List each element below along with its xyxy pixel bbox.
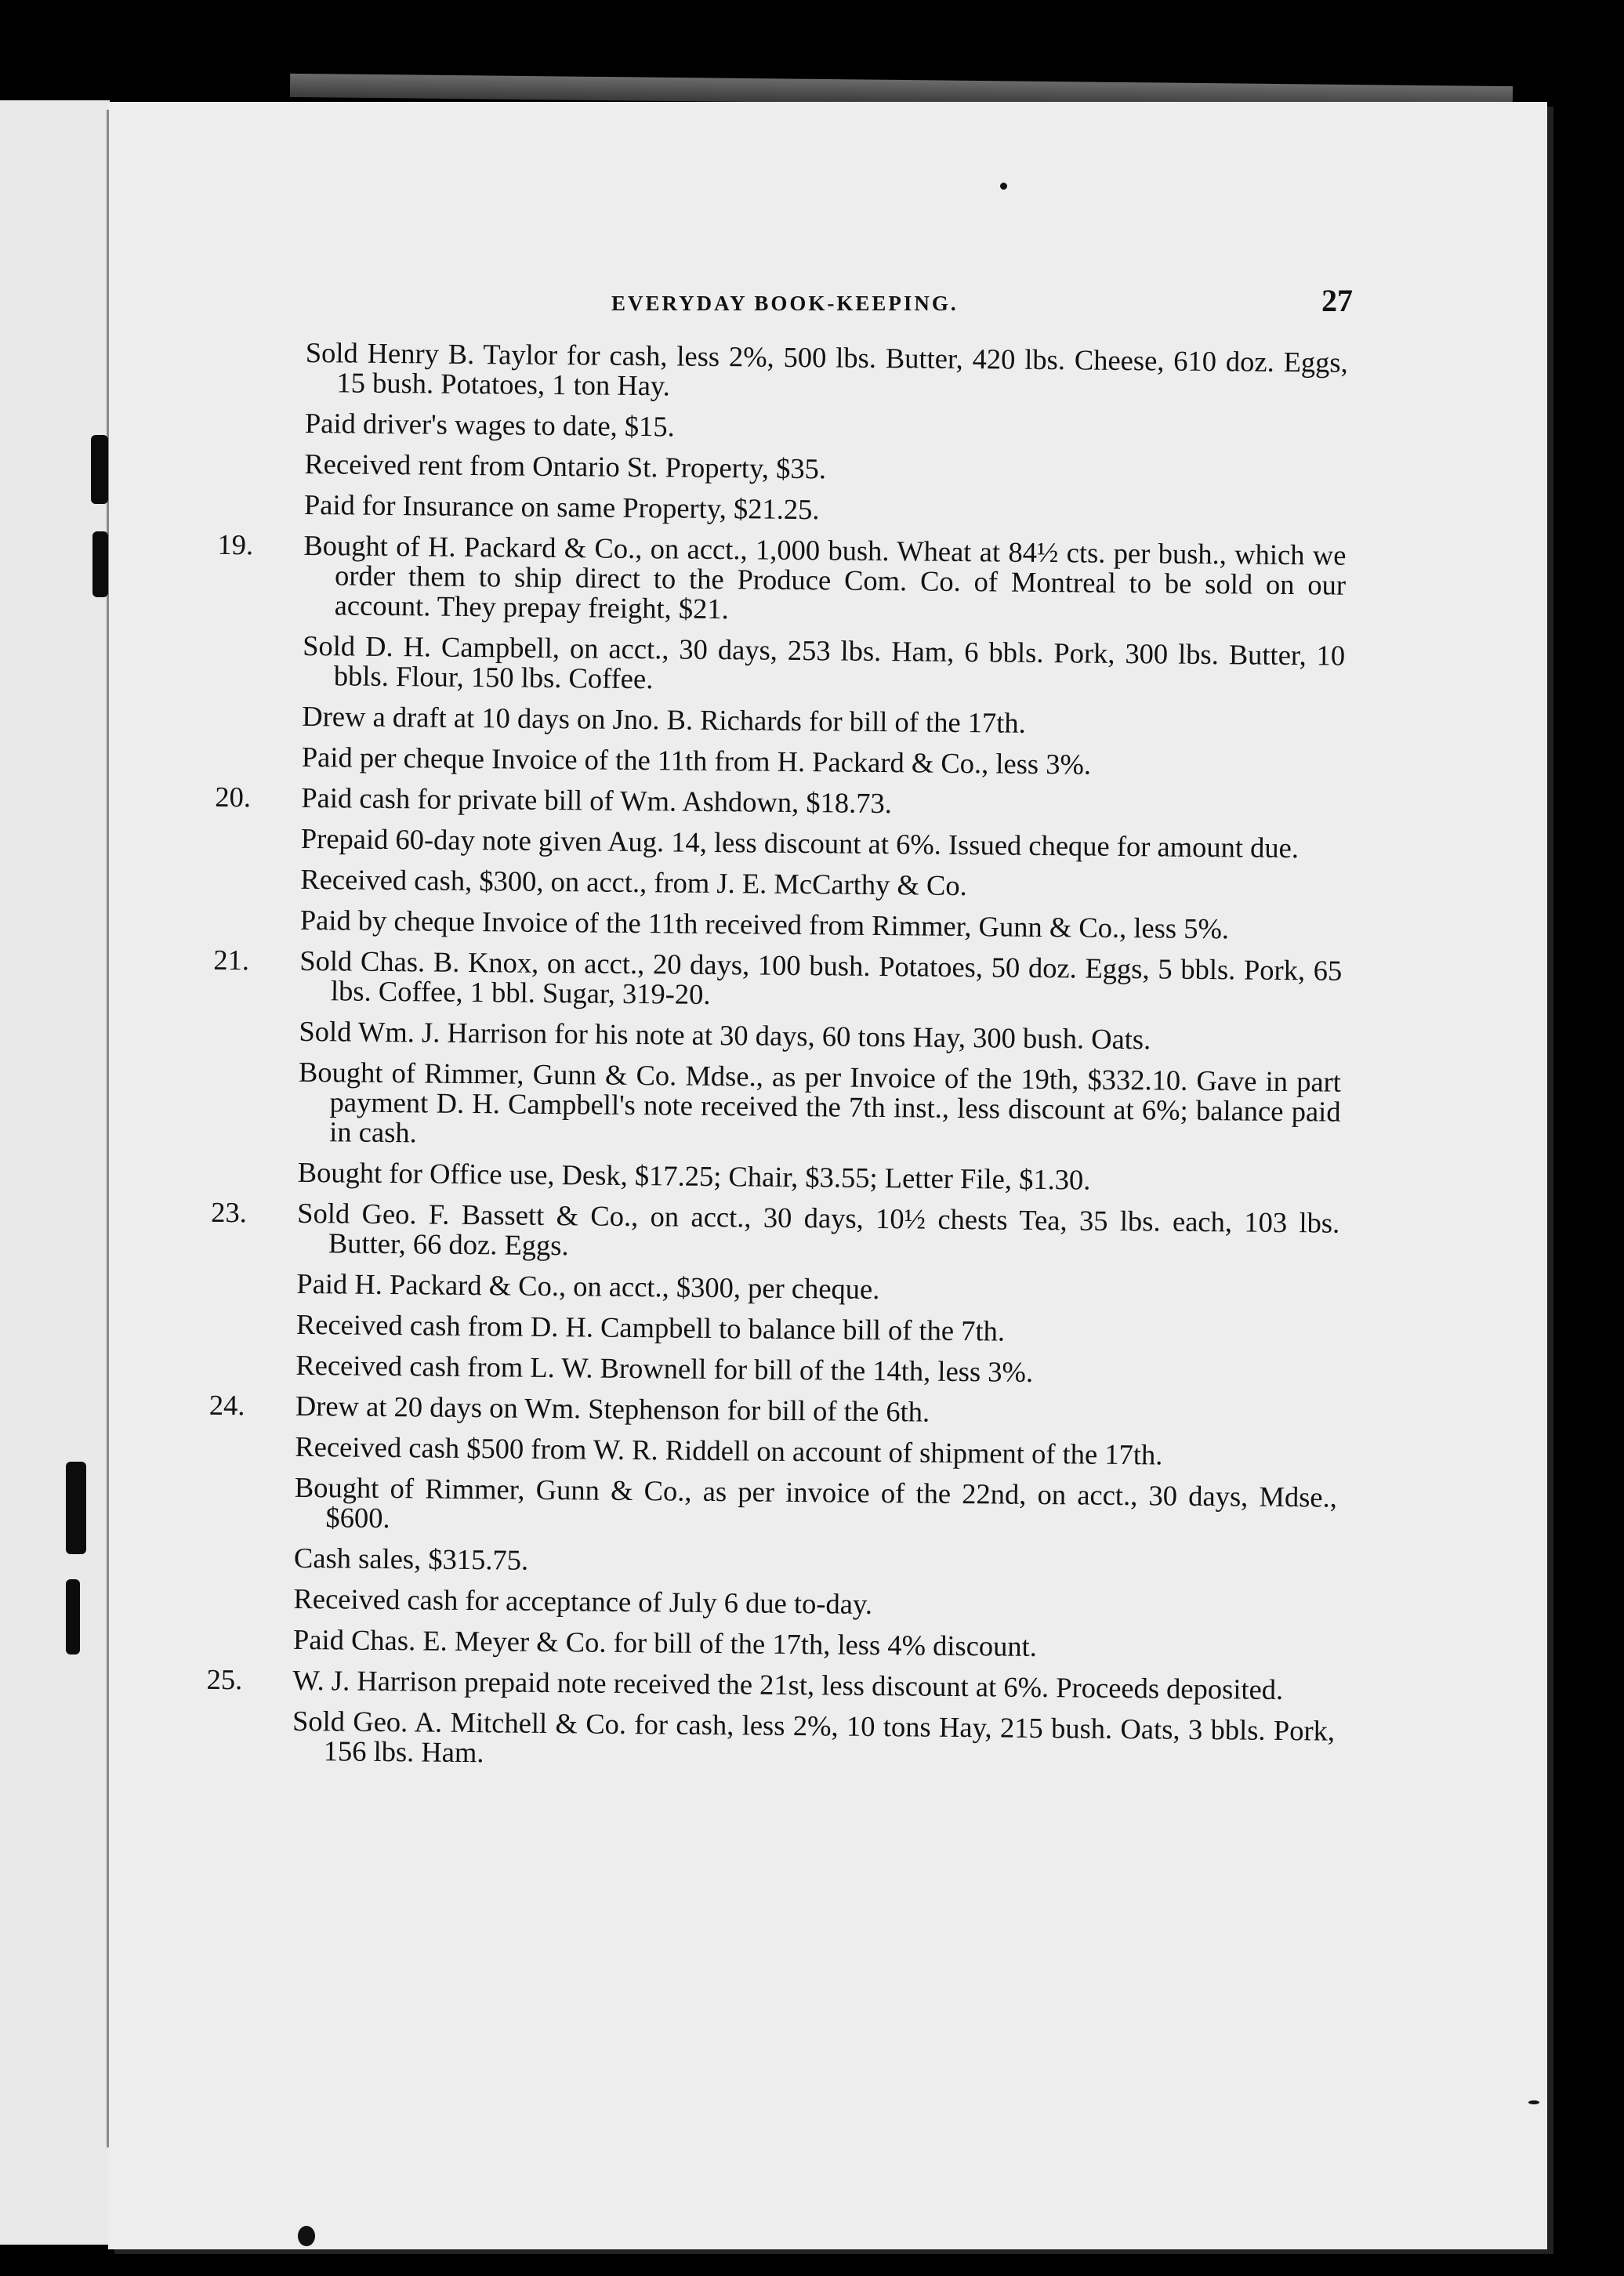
binding-mark (66, 1579, 80, 1654)
entry-date: 20. (215, 780, 252, 814)
journal-entry (292, 1706, 1336, 1776)
entry-text: Sold Geo. F. Bassett & Co., on acct., 30 days, 10½ chests Tea, 35 lbs. each, 103 lbs. Butter, 66 doz. Eggs. (297, 1196, 1340, 1262)
journal-entry (303, 631, 1346, 701)
journal-entry (300, 821, 1343, 864)
journal-entry (302, 701, 1344, 741)
binding-mark (66, 1462, 86, 1554)
specks (298, 2226, 315, 2246)
entry-text: Bought for Office use, Desk, $17.25; Chair, $3.55; Letter File, $1.30. (297, 1155, 1091, 1196)
journal-entry (208, 1388, 1338, 1431)
entry-text: Sold Chas. B. Knox, on acct., 20 days, 100 bush. Potatoes, 50 doz. Eggs, 5 bbls. Pork, 65 lbs. Coffee, 1 bbl. Sugar, 319-20. (299, 944, 1343, 1010)
journal-entry (294, 1470, 1338, 1542)
entry-text: Paid driver's wages to date, $15. (304, 406, 675, 443)
journal-entry (302, 742, 1344, 782)
journal-entry (206, 1662, 1335, 1706)
gutter-line (107, 110, 109, 2147)
journal-entry (292, 1622, 1336, 1665)
journal-entry (211, 1195, 1340, 1268)
facing-page-edge (0, 100, 110, 2245)
journal-entry (293, 1584, 1336, 1624)
specks (1000, 183, 1007, 190)
entry-text: Received rent from Ontario St. Property, $35. (304, 447, 827, 485)
journal-entry (215, 780, 1343, 823)
binding-mark (92, 531, 108, 597)
journal-entry (305, 408, 1347, 448)
entry-date: 19. (217, 527, 254, 561)
entry-date: 21. (213, 943, 250, 977)
journal-entry (295, 1307, 1339, 1350)
entry-text: Sold Geo. A. Mitchell & Co. for cash, less 2%, 10 tons Hay, 215 bush. Oats, 3 bbls. Pork, 156 lbs. Ham. (292, 1704, 1336, 1769)
specks (1528, 2100, 1539, 2104)
entry-text: Received cash from D. H. Campbell to balance bill of the 7th. (295, 1307, 1006, 1347)
journal-entries (206, 335, 1348, 1787)
entry-text: Bought of Rimmer, Gunn & Co., as per invoice of the 22nd, on acct., 30 days, Mdse., $600. (294, 1470, 1338, 1535)
entry-date: 25. (206, 1662, 243, 1696)
page-number: 27 (1321, 283, 1353, 318)
journal-entry (304, 449, 1347, 489)
entry-text: Received cash $500 from W. R. Riddell on account of shipment of the 17th. (295, 1430, 1163, 1471)
journal-entry (300, 905, 1343, 945)
entry-text: Sold Henry B. Taylor for cash, less 2%, 500 lbs. Butter, 420 lbs. Cheese, 610 doz. Eggs, 15 bush. Potatoes, 1 ton Hay. (305, 335, 1348, 402)
journal-entry (299, 1014, 1341, 1056)
entry-text: Paid for Insurance on same Property, $21.25. (303, 487, 820, 526)
entry-text: Sold D. H. Campbell, on acct., 30 days, 253 lbs. Ham, 6 bbls. Pork, 300 lbs. Butter, 10 bbls. Flour, 150 lbs. Coffee. (303, 629, 1346, 695)
entry-text: Prepaid 60-day note given Aug. 14, less discount at 6%. Issued cheque for amount due. (300, 821, 1300, 864)
entry-text: Received cash for acceptance of July 6 due to-day. (293, 1582, 873, 1620)
journal-entry (297, 1155, 1340, 1198)
entry-text: Paid Chas. E. Meyer & Co. for bill of the 17th, less 4% discount. (292, 1622, 1038, 1662)
entry-text: Bought of Rimmer, Gunn & Co. Mdse., as per Invoice of the 19th, $332.10. Gave in part payment D. H. Campbell's note received the 7th inst., less discount at 6%; balance paid in cash. (298, 1055, 1342, 1149)
entry-text: Drew a draft at 10 days on Jno. B. Richards for bill of the 17th. (302, 699, 1026, 739)
running-title: EVERYDAY BOOK-KEEPING. (611, 292, 959, 315)
journal-entry (217, 527, 1347, 630)
entry-text: W. J. Harrison prepaid note received the 21st, less discount at 6%. Proceeds deposited. (292, 1663, 1284, 1706)
entry-date: 23. (211, 1195, 248, 1229)
entry-text: Paid cash for private bill of Wm. Ashdown, $18.73. (301, 781, 893, 820)
journal-entry (300, 864, 1343, 904)
entry-text: Paid H. Packard & Co., on acct., $300, per cheque. (296, 1267, 880, 1306)
journal-entry (294, 1543, 1336, 1583)
entry-text: Paid per cheque Invoice of the 11th from H. Packard & Co., less 3%. (301, 740, 1092, 781)
journal-entry (295, 1350, 1338, 1390)
entry-date: 24. (208, 1388, 245, 1422)
entry-text: Received cash from L. W. Brownell for bill of the 14th, less 3%. (295, 1348, 1034, 1388)
journal-entry (213, 943, 1343, 1016)
journal-entry (298, 1057, 1341, 1157)
entry-text: Received cash, $300, on acct., from J. E. McCarthy & Co. (300, 862, 967, 902)
journal-entry (303, 487, 1347, 530)
journal-entry (295, 1432, 1337, 1472)
journal-entry (305, 335, 1348, 408)
entry-text: Bought of H. Packard & Co., on acct., 1,000 bush. Wheat at 84½ cts. per bush., which we order them to ship direct to the Produce Com. Co. of Montreal to be sold on our account. They prepay freight, $21. (303, 528, 1347, 625)
entry-text: Drew at 20 days on Wm. Stephenson for bill of the 6th. (295, 1389, 930, 1428)
entry-text: Cash sales, $315.75. (293, 1541, 529, 1576)
entry-text: Sold Wm. J. Harrison for his note at 30 days, 60 tons Hay, 300 bush. Oats. (299, 1014, 1151, 1056)
binding-mark (91, 435, 108, 504)
journal-entry (296, 1269, 1339, 1309)
entry-text: Paid by cheque Invoice of the 11th received from Rimmer, Gunn & Co., less 5%. (299, 903, 1230, 945)
